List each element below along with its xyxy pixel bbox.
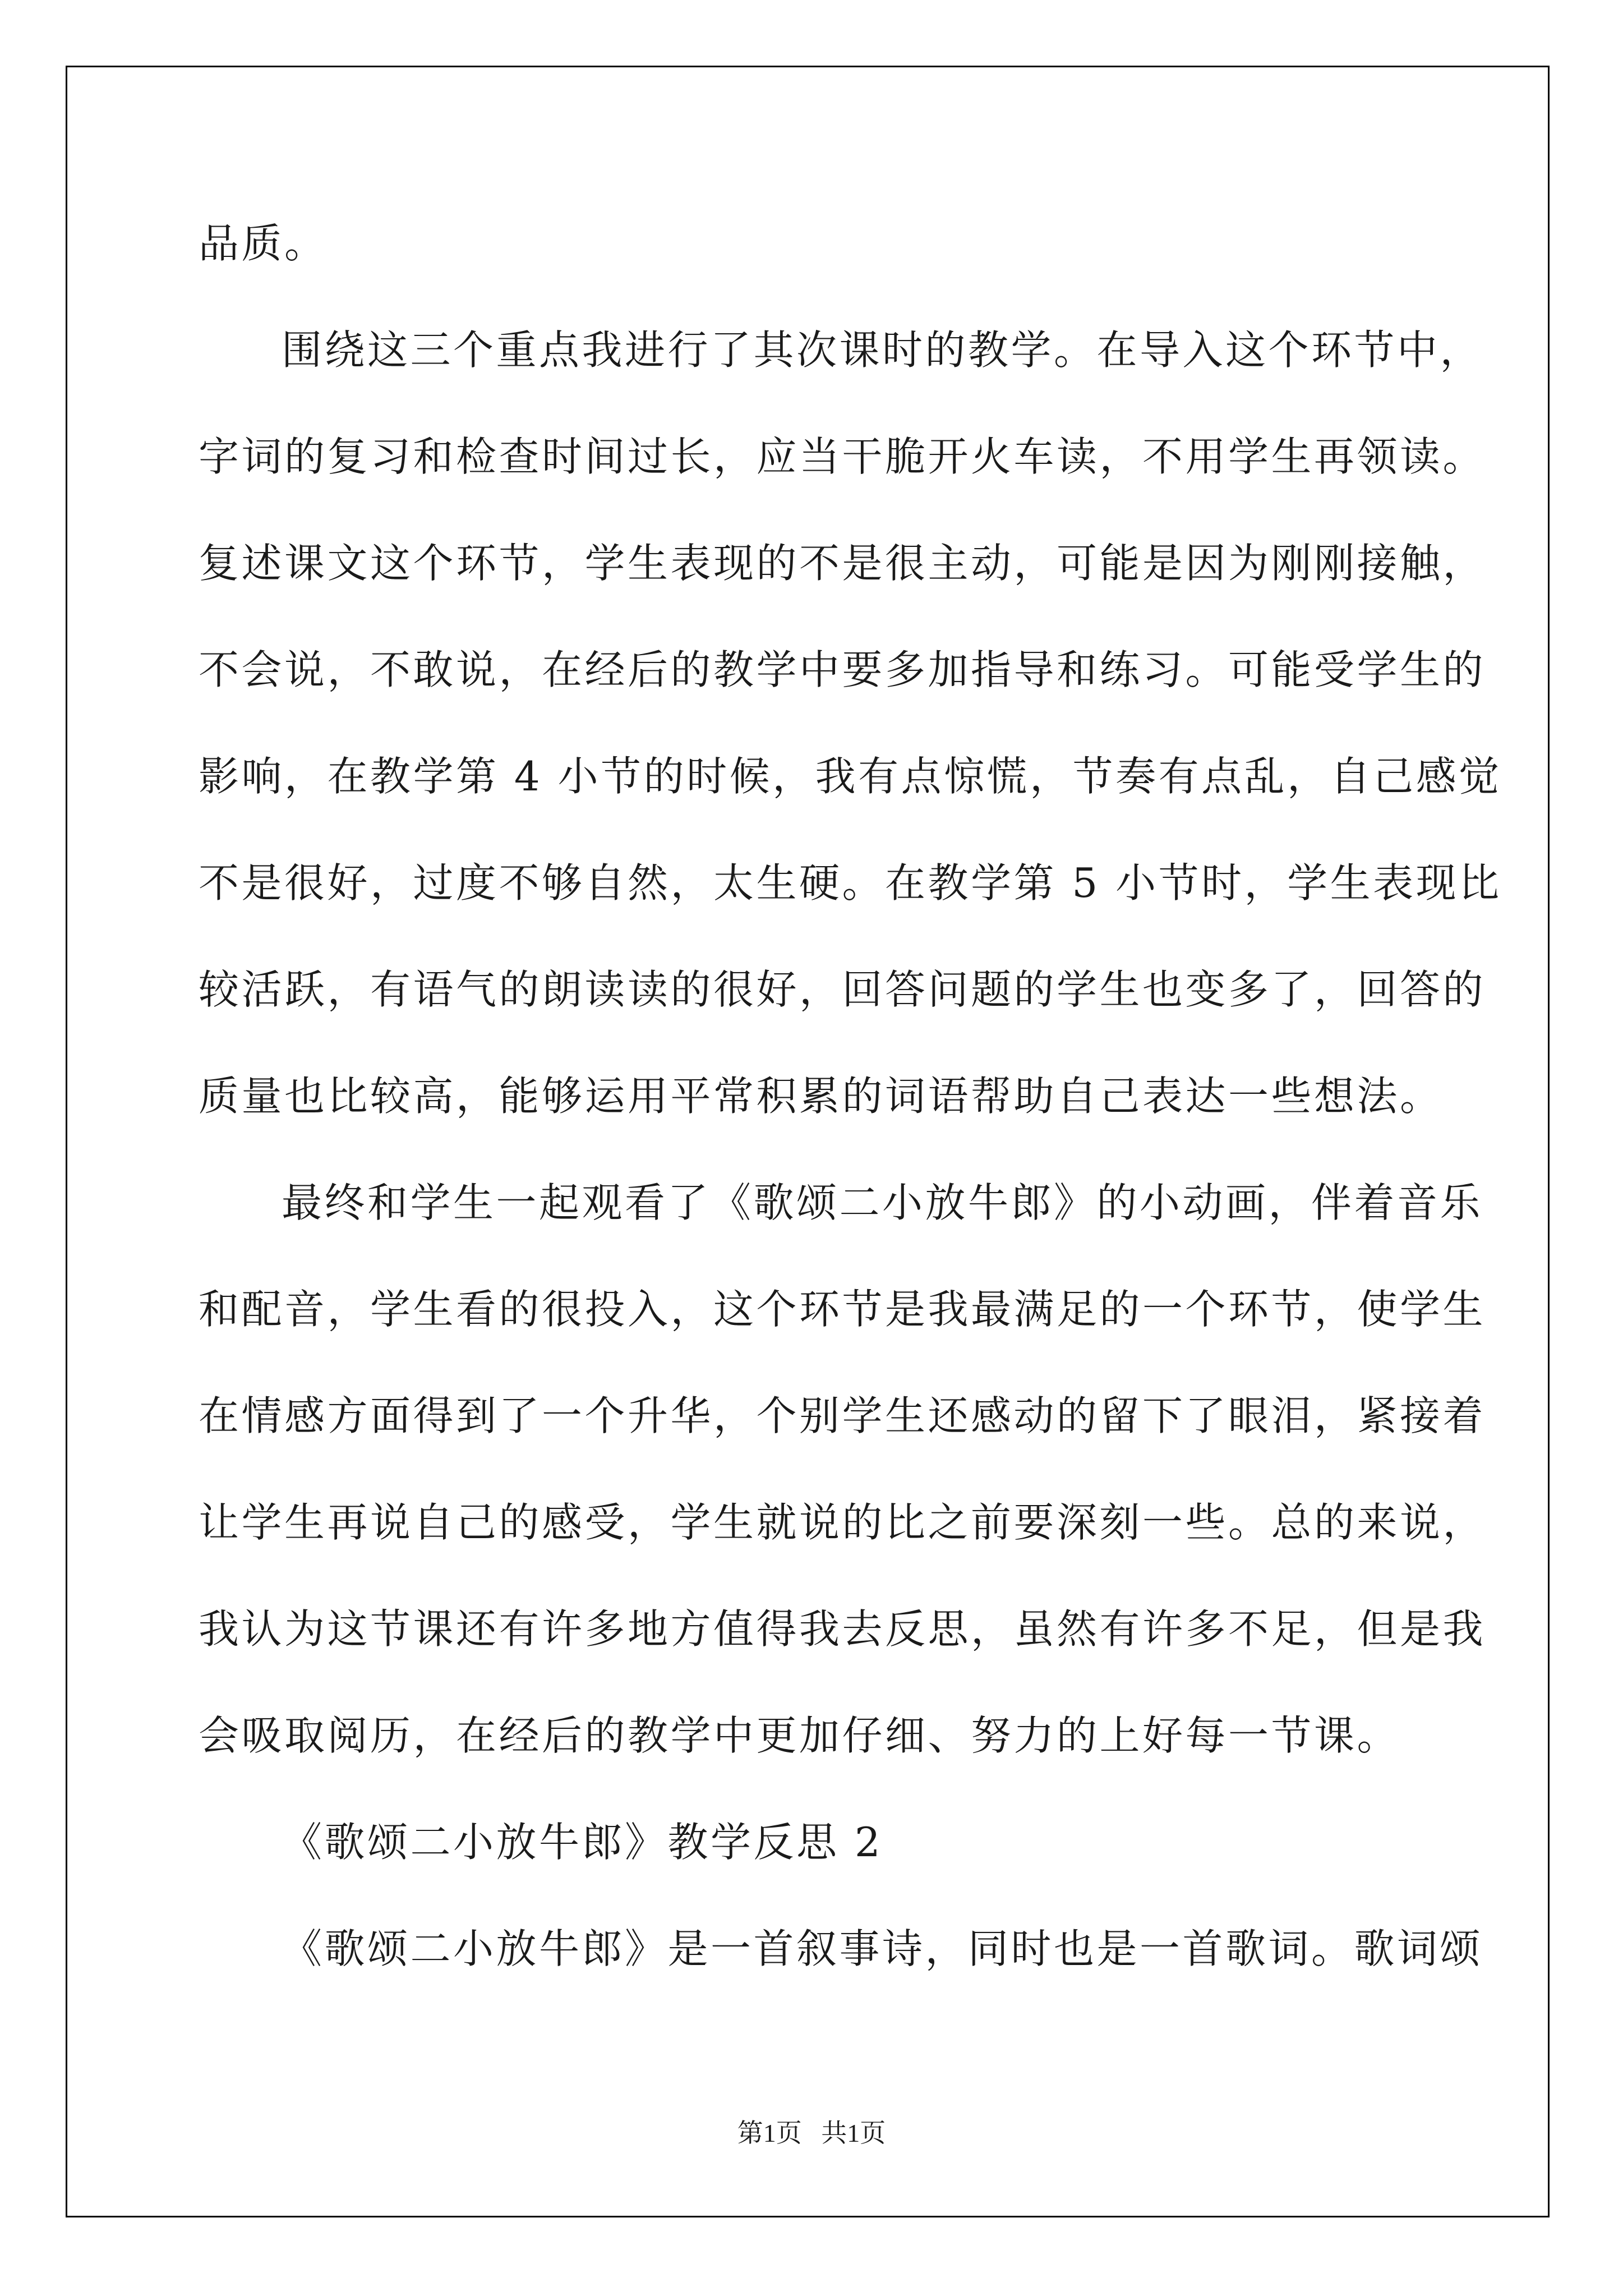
text-line: 我认为这节课还有许多地方值得我去反思，虽然有许多不足，但是我 bbox=[199, 1605, 1486, 1653]
text-line: 质量也比较高，能够运用平常积累的词语帮助自己表达一些想法。 bbox=[199, 1073, 1443, 1120]
text-line: 不会说，不敢说，在经后的教学中要多加指导和练习。可能受学生的 bbox=[199, 646, 1486, 693]
section-heading: 《歌颂二小放牛郎》教学反思 2 bbox=[282, 1819, 883, 1866]
text-line: 不是很好，过度不够自然，太生硬。在教学第 5 小节时，学生表现比 bbox=[199, 859, 1502, 907]
text-line: 会吸取阅历，在经后的教学中更加仔细、努力的上好每一节课。 bbox=[199, 1712, 1400, 1759]
text-line: 品质。 bbox=[199, 220, 328, 267]
paragraph-first-line: 围绕这三个重点我进行了其次课时的教学。在导入这个环节中， bbox=[282, 326, 1483, 374]
text-line: 和配音，学生看的很投入，这个环节是我最满足的一个环节，使学生 bbox=[199, 1286, 1486, 1333]
text-line: 让学生再说自己的感受，学生就说的比之前要深刻一些。总的来说， bbox=[199, 1499, 1486, 1546]
page-number-footer: 第1页 共1页 bbox=[737, 2119, 886, 2147]
text-line: 字词的复习和检查时间过长，应当干脆开火车读，不用学生再领读。 bbox=[199, 433, 1486, 480]
text-line: 较活跃，有语气的朗读读的很好，回答问题的学生也变多了，回答的 bbox=[199, 966, 1486, 1013]
text-line: 复述课文这个环节，学生表现的不是很主动，可能是因为刚刚接触， bbox=[199, 540, 1486, 587]
paragraph-first-line: 最终和学生一起观看了《歌颂二小放牛郎》的小动画，伴着音乐 bbox=[282, 1179, 1483, 1226]
page-border bbox=[66, 66, 1550, 2217]
text-line: 在情感方面得到了一个升华，个别学生还感动的留下了眼泪，紧接着 bbox=[199, 1392, 1486, 1439]
text-line: 影响，在教学第 4 小节的时候，我有点惊慌，节奏有点乱，自己感觉 bbox=[199, 753, 1502, 800]
paragraph-first-line: 《歌颂二小放牛郎》是一首叙事诗，同时也是一首歌词。歌词颂 bbox=[282, 1925, 1483, 1972]
